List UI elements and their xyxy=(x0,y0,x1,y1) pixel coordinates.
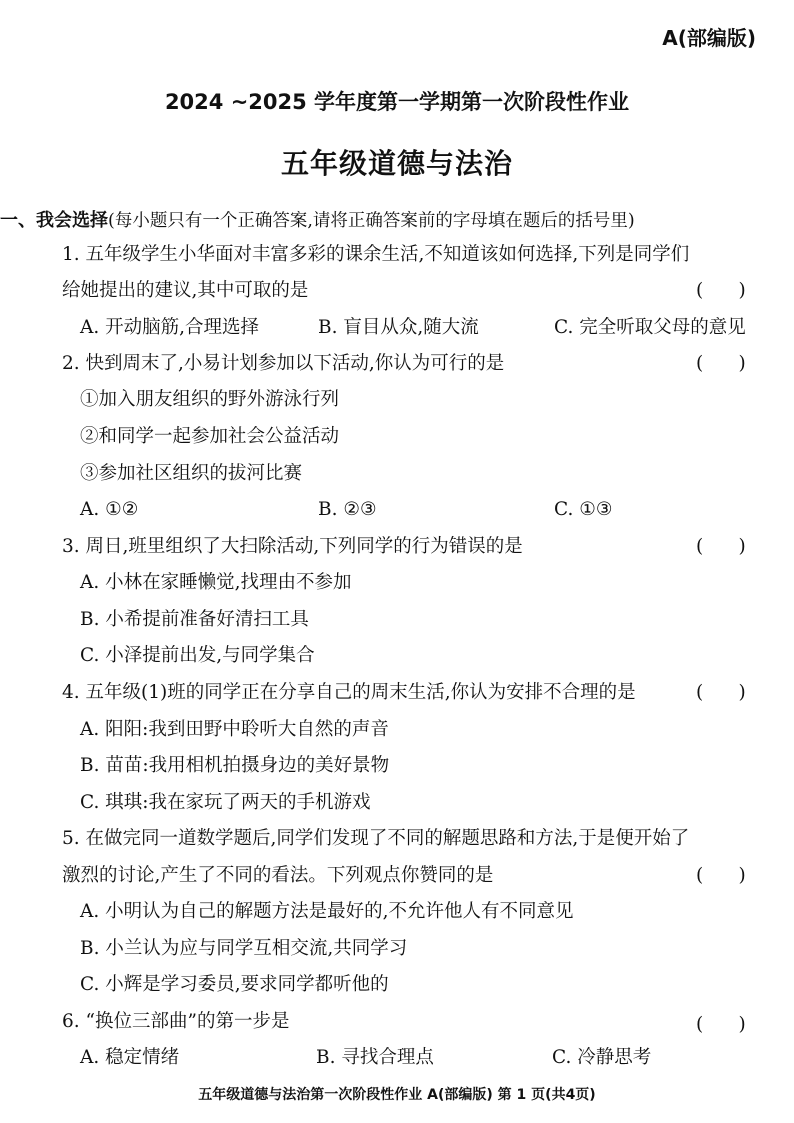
question-6-option-c: C. 冷静思考 xyxy=(552,1047,652,1068)
question-3-option-c: C. 小泽提前出发,与同学集合 xyxy=(80,645,315,666)
question-5-option-c: C. 小辉是学习委员,要求同学都听他的 xyxy=(80,974,389,995)
question-1-stem-line-2: 给她提出的建议,其中可取的是 xyxy=(62,280,309,301)
answer-blank-3[interactable]: ( ) xyxy=(696,536,746,557)
question-6-option-b: B. 寻找合理点 xyxy=(316,1047,434,1068)
question-4-option-b: B. 苗苗:我用相机拍摄身边的美好景物 xyxy=(80,755,390,776)
question-6-option-a: A. 稳定情绪 xyxy=(80,1047,180,1068)
question-2-item-1: ①加入朋友组织的野外游泳行列 xyxy=(80,389,340,410)
question-2-item-2: ②和同学一起参加社会公益活动 xyxy=(80,426,340,447)
section-instruction: (每小题只有一个正确答案,请将正确答案前的字母填在题后的括号里) xyxy=(108,211,635,231)
question-3-option-a: A. 小林在家睡懒觉,找理由不参加 xyxy=(80,572,352,593)
question-1-option-a: A. 开动脑筋,合理选择 xyxy=(80,317,260,338)
question-5-option-b: B. 小兰认为应与同学互相交流,共同学习 xyxy=(80,938,408,959)
edition-label: A(部编版) xyxy=(662,26,756,50)
question-2-item-3: ③参加社区组织的拔河比赛 xyxy=(80,463,303,484)
question-3-stem-line-1: 3. 周日,班里组织了大扫除活动,下列同学的行为错误的是 xyxy=(62,536,523,557)
question-1-option-b: B. 盲目从众,随大流 xyxy=(318,317,479,338)
answer-blank-1[interactable]: ( ) xyxy=(696,280,746,301)
question-2-stem-line-1: 2. 快到周末了,小易计划参加以下活动,你认为可行的是 xyxy=(62,353,505,374)
exam-title: 2024 ~2025 学年度第一学期第一次阶段性作业 xyxy=(164,90,630,114)
question-3-option-b: B. 小希提前准备好清扫工具 xyxy=(80,609,309,630)
question-2-option-a: A. ①② xyxy=(80,499,139,520)
section-title: 一、我会选择 xyxy=(0,210,108,231)
answer-blank-2[interactable]: ( ) xyxy=(696,353,746,374)
question-1-stem-line-1: 1. 五年级学生小华面对丰富多彩的课余生活,不知道该如何选择,下列是同学们 xyxy=(62,244,690,265)
page-footer: 五年级道德与法治第一次阶段性作业 A(部编版) 第 1 页(共4页) xyxy=(198,1087,596,1103)
subject-title: 五年级道德与法治 xyxy=(280,147,513,180)
question-2-option-c: C. ①③ xyxy=(554,499,613,520)
question-5-stem-line-2: 激烈的讨论,产生了不同的看法。下列观点你赞同的是 xyxy=(62,865,494,886)
section-heading xyxy=(0,206,635,232)
question-1-option-c: C. 完全听取父母的意见 xyxy=(554,317,746,338)
answer-blank-6[interactable]: ( ) xyxy=(696,1014,746,1035)
question-6-stem-line-1: 6. “换位三部曲”的第一步是 xyxy=(62,1011,290,1032)
question-4-option-a: A. 阳阳:我到田野中聆听大自然的声音 xyxy=(80,719,389,740)
question-4-stem-line-1: 4. 五年级(1)班的同学正在分享自己的周末生活,你认为安排不合理的是 xyxy=(62,682,636,703)
question-4-option-c: C. 琪琪:我在家玩了两天的手机游戏 xyxy=(80,792,371,813)
answer-blank-4[interactable]: ( ) xyxy=(696,682,746,703)
question-5-stem-line-1: 5. 在做完同一道数学题后,同学们发现了不同的解题思路和方法,于是便开始了 xyxy=(62,828,690,849)
question-5-option-a: A. 小明认为自己的解题方法是最好的,不允许他人有不同意见 xyxy=(80,901,574,922)
answer-blank-5[interactable]: ( ) xyxy=(696,865,746,886)
question-2-option-b: B. ②③ xyxy=(318,499,377,520)
